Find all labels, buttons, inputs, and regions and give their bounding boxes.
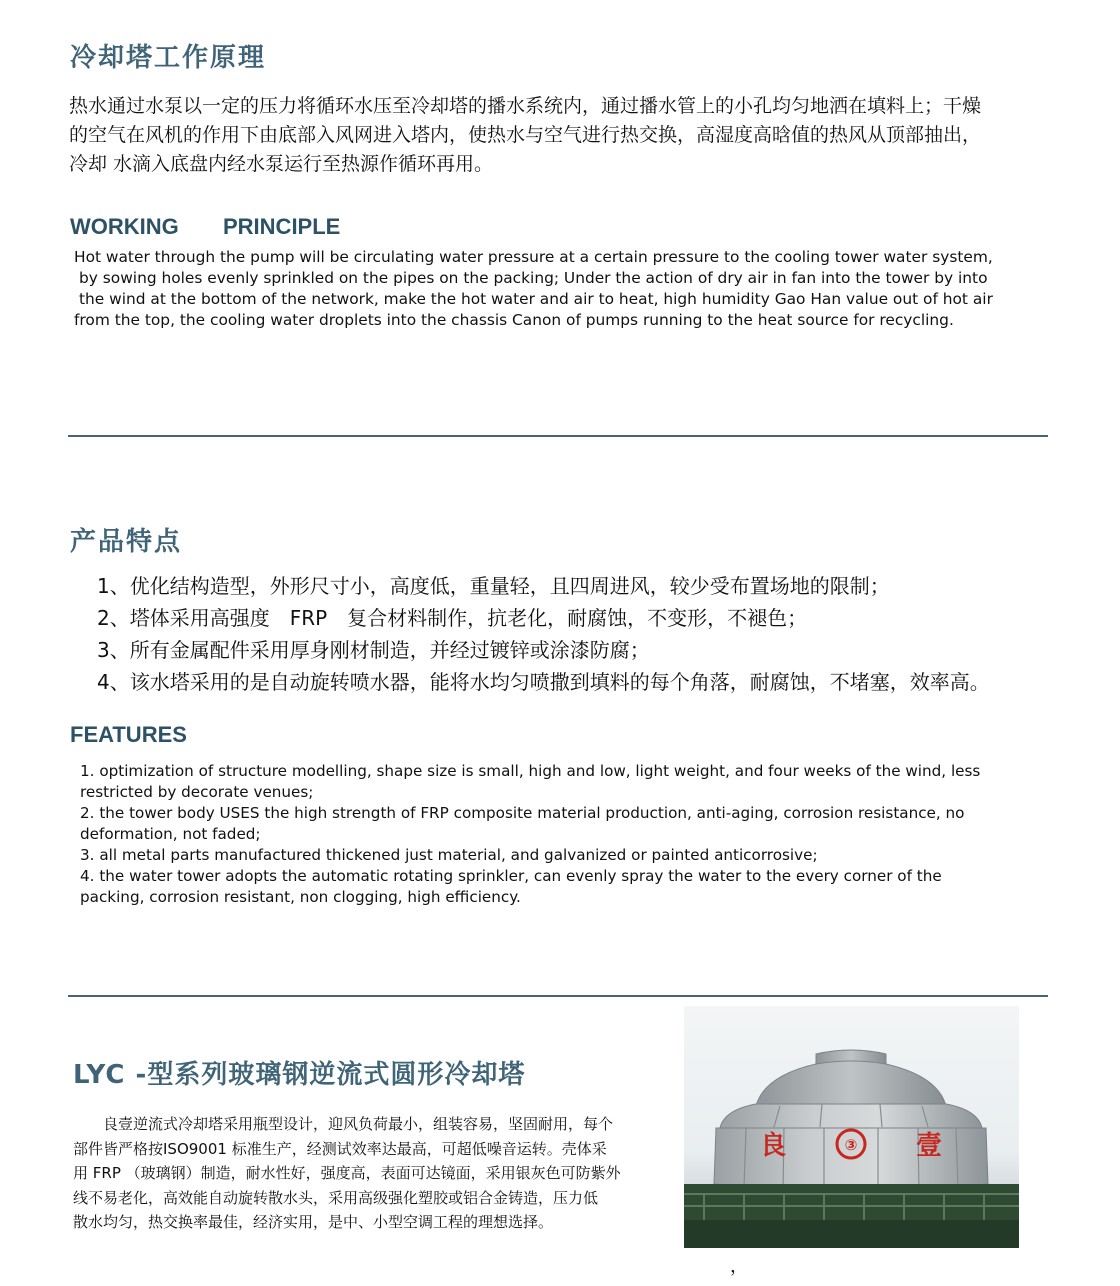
features-heading-cn: 产品特点: [70, 527, 183, 557]
feature-item-cn: 1、优化结构造型，外形尺寸小，高度低，重量轻，且四周进风，较少受布置场地的限制；: [97, 574, 890, 598]
feature-item-cn: 3、所有金属配件采用厚身刚材制造，并经过镀锌或涂漆防腐；: [97, 638, 650, 662]
principle-line-en: by sowing holes evenly sprinkled on the pipes on the packing; Under the action of dry air in fan into the tower by into: [79, 269, 988, 287]
section-divider: [68, 435, 1048, 437]
feature-line-en: 4. the water tower adopts the automatic rotating sprinkler, can evenly spray the water to the every corner of the: [80, 867, 942, 885]
lyc-line: 散水均匀，热交换率最佳，经济实用，是中、小型空调工程的理想选择。: [73, 1213, 554, 1231]
cooling-tower-photo: [684, 1006, 1019, 1248]
feature-line-en: deformation, not faded;: [80, 825, 261, 843]
feature-line-en: 2. the tower body USES the high strength of FRP composite material production, anti-aging, corrosion resistance, no: [80, 804, 965, 822]
lyc-description: [73, 1112, 633, 1235]
trailing-mark: ，: [730, 1256, 748, 1277]
feature-item-cn: 4、该水塔采用的是自动旋转喷水器，能将水均匀喷撒到填料的每个角落，耐腐蚀，不堵塞，效率高。: [97, 670, 990, 694]
principle-line-en: the wind at the bottom of the network, make the hot water and air to heat, high humidity Gao Han value out of hot air: [79, 290, 993, 308]
feature-line-en: restricted by decorate venues;: [80, 783, 314, 801]
section-divider: [68, 995, 1048, 997]
features-heading-en: FEATURES: [70, 722, 187, 747]
principle-line-cn: 的空气在风机的作用下由底部入风网进入塔内，使热水与空气进行热交换，高湿度高晗值的热风从顶部抽出，: [69, 124, 982, 146]
lyc-line: 良壹逆流式冷却塔采用瓶型设计，迎风负荷最小，组装容易，坚固耐用，每个: [103, 1115, 614, 1133]
features-list-en: [80, 761, 1060, 908]
tower-char-left: 良: [759, 1131, 787, 1161]
lyc-title: LYC -型系列玻璃钢逆流式圆形冷却塔: [73, 1060, 526, 1090]
feature-line-en: 1. optimization of structure modelling, shape size is small, high and low, light weight, and four weeks of the wind, less: [80, 762, 981, 780]
cooling-tower-illustration: [684, 1006, 1019, 1248]
features-list-cn: [97, 570, 1057, 698]
principle-heading-en-2: PRINCIPLE: [223, 214, 341, 239]
principle-heading-en-1: WORKING: [70, 214, 179, 239]
lyc-line: 用 FRP （玻璃钢）制造，耐水性好，强度高，表面可达镜面，采用银灰色可防紫外: [73, 1164, 621, 1182]
feature-line-en: packing, corrosion resistant, non clogging, high efficiency.: [80, 888, 521, 906]
principle-text-cn: [69, 92, 1089, 179]
principle-text-en: [74, 247, 1074, 331]
principle-line-cn: 冷却 水滴入底盘内经水泵运行至热源作循环再用。: [69, 153, 494, 175]
lyc-line: 部件皆严格按ISO9001 标准生产，经测试效率达最高，可超低噪音运转。壳体采: [73, 1139, 607, 1158]
principle-line-cn: 热水通过水泵以一定的压力将循环水压至冷却塔的播水系统内，通过播水管上的小孔均匀地洒在填料上；干燥: [69, 95, 982, 117]
brand-logo-mark: ③: [844, 1136, 858, 1154]
principle-heading-cn: 冷却塔工作原理: [70, 43, 267, 73]
lyc-line: 线不易老化，高效能自动旋转散水头，采用高级强化塑胶或铝合金铸造，压力低: [73, 1188, 599, 1207]
tower-char-right: 壹: [915, 1131, 943, 1161]
feature-item-cn: 2、塔体采用高强度 FRP 复合材料制作，抗老化，耐腐蚀，不变形，不褪色；: [97, 606, 808, 630]
principle-line-en: from the top, the cooling water droplets into the chassis Canon of pumps running to the heat source for recycling.: [74, 311, 954, 329]
feature-line-en: 3. all metal parts manufactured thickened just material, and galvanized or painted anticorrosive;: [80, 846, 818, 864]
principle-line-en: Hot water through the pump will be circulating water pressure at a certain pressure to the cooling tower water system,: [74, 248, 993, 266]
